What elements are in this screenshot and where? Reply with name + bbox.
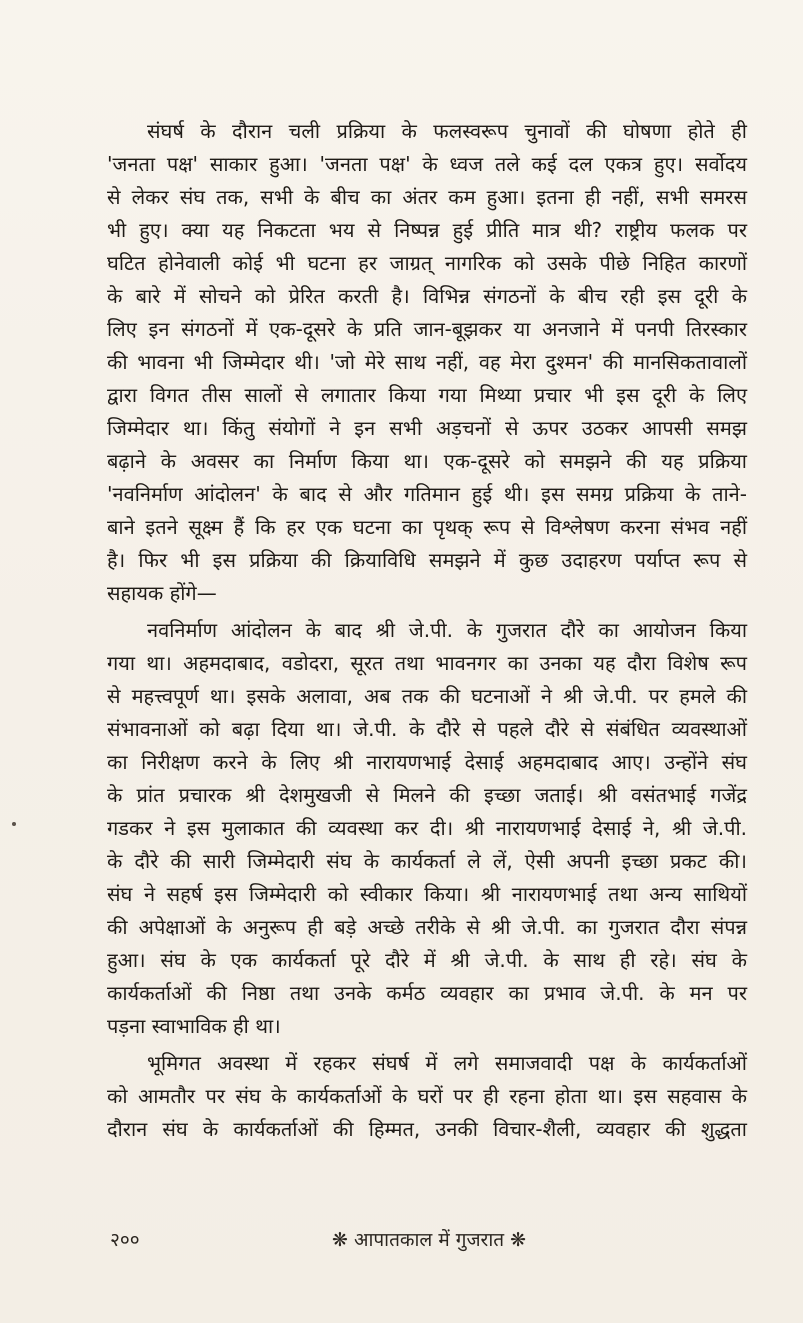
page-footer bbox=[0, 1222, 803, 1258]
text-line: के प्रांत प्रचारक श्री देशमुखजी से मिलने की इच्छा जताई। श्री वसंतभाई गजेंद्र bbox=[107, 783, 747, 807]
text-line: भूमिगत अवस्था में रहकर संघर्ष में लगे समाजवादी पक्ष के कार्यकर्ताओं bbox=[147, 1051, 747, 1075]
text-line: संभावनाओं को बढ़ा दिया था। जे.पी. के दौरे से पहले दौरे से संबंधित व्यवस्थाओं bbox=[107, 717, 747, 741]
text-line: का निरीक्षण करने के लिए श्री नारायणभाई देसाई अहमदाबाद आए। उन्होंने संघ bbox=[107, 750, 747, 774]
text-line: की भावना भी जिम्मेदार थी। 'जो मेरे साथ नहीं, वह मेरा दुश्मन' की मानसिकतावालों bbox=[107, 350, 747, 374]
text-line: दौरान संघ के कार्यकर्ताओं की हिम्मत, उनकी विचार-शैली, व्यवहार की शुद्धता bbox=[107, 1117, 747, 1141]
text-line: घटित होनेवाली कोई भी घटना हर जाग्रत् नागरिक को उसके पीछे निहित कारणों bbox=[107, 251, 747, 275]
text-line: संघर्ष के दौरान चली प्रक्रिया के फलस्वरूप चुनावों की घोषणा होते ही bbox=[147, 119, 747, 143]
text-line: हुआ। संघ के एक कार्यकर्ता पूरे दौरे में श्री जे.पी. के साथ ही रहे। संघ के bbox=[107, 948, 747, 972]
running-title: ❋ आपातकाल में गुजरात ❋ bbox=[332, 1229, 527, 1251]
text-line: गया था। अहमदाबाद, वडोदरा, सूरत तथा भावनगर का उनका यह दौरा विशेष रूप bbox=[107, 651, 747, 675]
text-line: है। फिर भी इस प्रक्रिया की क्रियाविधि समझने में कुछ उदाहरण पर्याप्त रूप से bbox=[107, 548, 747, 572]
text-line: जिम्मेदार था। किंतु संयोगों ने इन सभी अड़चनों से ऊपर उठकर आपसी समझ bbox=[107, 416, 747, 440]
text-line: बढ़ाने के अवसर का निर्माण किया था। एक-दूसरे को समझने की यह प्रक्रिया bbox=[107, 449, 747, 473]
text-line: से महत्त्वपूर्ण था। इसके अलावा, अब तक की घटनाओं ने श्री जे.पी. पर हमले की bbox=[107, 684, 747, 708]
page-number: २०० bbox=[110, 1229, 140, 1251]
text-line: कार्यकर्ताओं की निष्ठा तथा उनके कर्मठ व्यवहार का प्रभाव जे.पी. के मन पर bbox=[107, 981, 747, 1005]
text-line: से लेकर संघ तक, सभी के बीच का अंतर कम हुआ। इतना ही नहीं, सभी समरस bbox=[107, 185, 747, 209]
text-line: 'जनता पक्ष' साकार हुआ। 'जनता पक्ष' के ध्वज तले कई दल एकत्र हुए। सर्वोदय bbox=[107, 152, 747, 176]
text-line: बाने इतने सूक्ष्म हैं कि हर एक घटना का पृथक् रूप से विश्लेषण करना संभव नहीं bbox=[107, 515, 747, 539]
text-line: द्वारा विगत तीस सालों से लगातार किया गया मिथ्या प्रचार भी इस दूरी के लिए bbox=[107, 383, 747, 407]
text-line: गडकर ने इस मुलाकात की व्यवस्था कर दी। श्री नारायणभाई देसाई ने, श्री जे.पी. bbox=[107, 816, 747, 840]
text-line: नवनिर्माण आंदोलन के बाद श्री जे.पी. के गुजरात दौरे का आयोजन किया bbox=[147, 618, 747, 642]
text-line: पड़ना स्वाभाविक ही था। bbox=[107, 1014, 281, 1038]
page-body bbox=[107, 115, 747, 1146]
paragraph bbox=[107, 1047, 747, 1146]
text-line: 'नवनिर्माण आंदोलन' के बाद से और गतिमान हुई थी। इस समग्र प्रक्रिया के ताने- bbox=[107, 482, 747, 506]
paragraph bbox=[107, 115, 747, 610]
text-line: सहायक होंगे— bbox=[107, 581, 217, 605]
text-line: के बारे में सोचने को प्रेरित करती है। विभिन्न संगठनों के बीच रही इस दूरी के bbox=[107, 284, 747, 308]
text-line: लिए इन संगठनों में एक-दूसरे के प्रति जान-बूझकर या अनजाने में पनपी तिरस्कार bbox=[107, 317, 747, 341]
text-line: को आमतौर पर संघ के कार्यकर्ताओं के घरों पर ही रहना होता था। इस सहवास के bbox=[107, 1084, 747, 1108]
text-line: के दौरे की सारी जिम्मेदारी संघ के कार्यकर्ता ले लें, ऐसी अपनी इच्छा प्रकट की। bbox=[107, 849, 747, 873]
print-speck bbox=[12, 822, 16, 826]
text-line: भी हुए। क्या यह निकटता भय से निष्पन्न हुई प्रीति मात्र थी? राष्ट्रीय फलक पर bbox=[107, 218, 747, 242]
paragraph bbox=[107, 614, 747, 1043]
text-line: की अपेक्षाओं के अनुरूप ही बड़े अच्छे तरीके से श्री जे.पी. का गुजरात दौरा संपन्न bbox=[107, 915, 747, 939]
text-line: संघ ने सहर्ष इस जिम्मेदारी को स्वीकार किया। श्री नारायणभाई तथा अन्य साथियों bbox=[107, 882, 747, 906]
